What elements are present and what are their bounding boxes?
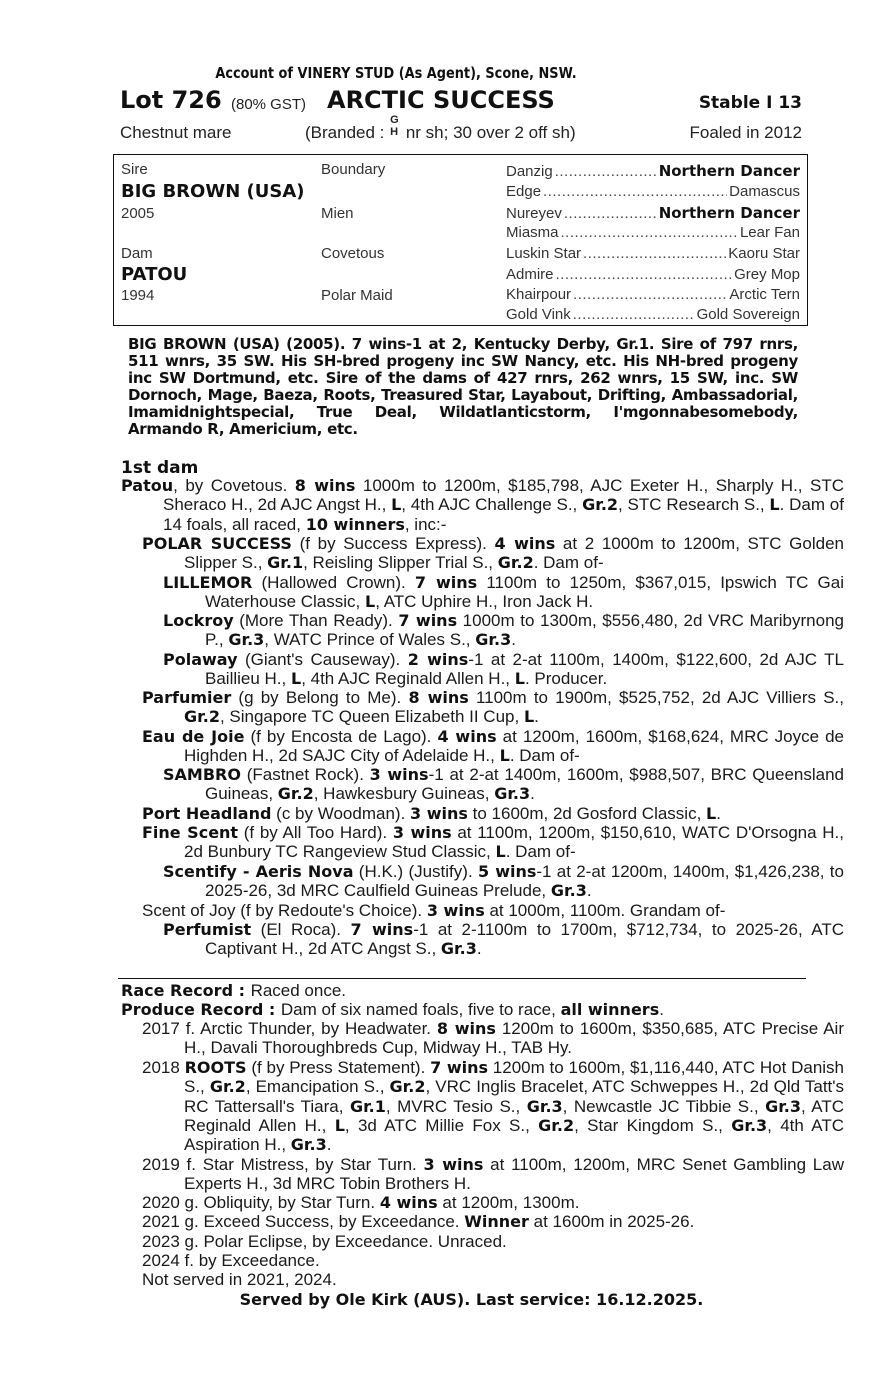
ancestor-row (506, 162, 800, 181)
produce-record-label: Produce Record : (121, 1000, 281, 1019)
progeny-entry: POLAR SUCCESS (f by Success Express). 4 wins at 2 1000m to 1200m, STC Golden Slipper S., Gr.1, Reisling Slipper Trial S., Gr.2. Dam of- (142, 534, 845, 573)
ancestor-right: Northern Dancer (658, 204, 800, 222)
leader-dots (556, 266, 733, 283)
grand-progeny-entry: SAMBRO (Fastnet Rock). 3 wins-1 at 2-at 1400m, 1600m, $988,507, BRC Queensland Guineas, Gr.2, Hawkesbury Guineas, Gr.3. (163, 765, 844, 804)
first-dam-heading: 1st dam (121, 458, 199, 478)
race-record-label: Race Record : (121, 981, 251, 1000)
ancestor-left: Gold Vink (506, 306, 571, 323)
progeny-entry: Eau de Joie (f by Encosta de Lago). 4 wins at 1200m, 1600m, $168,624, MRC Joyce de Highden H., 2d SAJC City of Adelaide H., L. Dam of- (142, 727, 845, 766)
horse-name-bold: Polaway (163, 650, 238, 669)
leader-dots (564, 205, 657, 222)
produce-entry: 2023 g. Polar Eclipse, by Exceedance. Unraced. (142, 1232, 507, 1251)
ancestor-row (506, 266, 800, 285)
dam-year: 1994 (121, 287, 155, 304)
ancestor-left: Edge (506, 183, 542, 200)
ancestor-right: Kaoru Star (728, 245, 800, 262)
produce-record (121, 1000, 802, 1019)
dam-sire: Covetous (321, 245, 385, 262)
horse-name: ARCTIC SUCCESS (327, 86, 555, 114)
produce-entry: 2017 f. Arctic Thunder, by Headwater. 8 wins 1200m to 1600m, $350,685, ATC Precise Air H., Davali Thoroughbreds Cup, Midway H., TAB Hy. (142, 1019, 844, 1058)
race-record (121, 981, 346, 1000)
progeny-entry: Scent of Joy (f by Redoute's Choice). 3 wins at 1000m, 1100m. Grandam of- (142, 901, 726, 920)
ancestor-right: Gold Sovereign (696, 306, 800, 323)
horse-name-bold: Fine Scent (142, 823, 239, 842)
horse-name-bold: Perfumist (163, 920, 252, 939)
grand-progeny-entry: Perfumist (El Roca). 7 wins-1 at 2-1100m to 1700m, $712,734, to 2025-26, ATC Captivant H., 2d ATC Angst S., Gr.3. (163, 920, 844, 959)
dam-label: Dam (121, 245, 153, 262)
horse-name-bold: POLAR SUCCESS (142, 534, 292, 553)
foaled-year: Foaled in 2012 (689, 123, 802, 142)
ancestor-right: Arctic Tern (729, 286, 800, 303)
ancestor-row (506, 183, 800, 202)
dam-entry: Patou, by Covetous. 8 wins 1000m to 1200m, $185,798, AJC Exeter H., Sharply H., STC Sheraco H., 2d AJC Angst H., L, 4th AJC Challenge S., Gr.2, STC Research S., L. Dam of 14 foals, all raced, 10 winners, inc:- (121, 476, 845, 534)
race-record-value: Raced once. (250, 981, 347, 1000)
dam-name: PATOU (121, 264, 188, 285)
ancestor-right: Northern Dancer (658, 162, 800, 180)
horse-name-bold: Eau de Joie (142, 727, 245, 746)
produce-entry: 2019 f. Star Mistress, by Star Turn. 3 wins at 1100m, 1200m, MRC Senet Gambling Law Experts H., 3d MRC Tobin Brothers H. (142, 1155, 844, 1194)
brand-prefix: (Branded : (305, 123, 390, 142)
progeny-entry: Fine Scent (f by All Too Hard). 3 wins at 1100m, 1200m, $150,610, WATC D'Orsogna H., 2d Bunbury TC Rangeview Stud Classic, L. Dam of- (142, 823, 845, 862)
ancestor-left: Luskin Star (506, 245, 582, 262)
leader-dots (583, 245, 726, 262)
sire-name: BIG BROWN (USA) (121, 181, 305, 202)
progeny-entry: Parfumier (g by Belong to Me). 8 wins 1100m to 1900m, $525,752, 2d AJC Villiers S., Gr.2, Singapore TC Queen Elizabeth II Cup, L. (142, 688, 844, 727)
gst-note: (80% GST) (231, 96, 307, 113)
lot-number: Lot 726 (120, 86, 222, 114)
ancestor-row (506, 245, 800, 264)
grand-progeny-entry: Lockroy (More Than Ready). 7 wins 1000m to 1300m, $556,480, 2d VRC Maribyrnong P., Gr.3, WATC Prince of Wales S., Gr.3. (163, 611, 844, 650)
grand-progeny-entry: LILLEMOR (Hallowed Crown). 7 wins 1100m to 1250m, $367,015, Ipswich TC Gai Waterhouse Classic, L, ATC Uphire H., Iron Jack H. (163, 573, 844, 612)
brand-suffix: nr sh; 30 over 2 off sh) (401, 123, 576, 142)
leader-dots (573, 286, 727, 303)
horse-name-bold: Patou (121, 476, 174, 495)
produce-entry: 2018 ROOTS (f by Press Statement). 7 wins 1200m to 1600m, $1,116,440, ATC Hot Danish S., Gr.2, Emancipation S., Gr.2, VRC Inglis Bracelet, ATC Schweppes H., 2d Qld Tatt's RC Tattersall's Tiara, Gr.1, MVRC Tesio S., Gr.3, Newcastle JC Tibbie S., Gr.3, ATC Reginald Allen H., L, 3d ATC Millie Fox S., Gr.2, Star Kingdom S., Gr.3, 4th ATC Aspiration H., Gr.3. (142, 1058, 845, 1155)
horse-name-bold: Port Headland (142, 804, 272, 823)
stable-number: Stable I 13 (698, 93, 802, 113)
produce-record-value: Dam of six named foals, five to race, all winners. (280, 1000, 664, 1019)
sire-summary: BIG BROWN (USA) (2005). 7 wins-1 at 2, Kentucky Derby, Gr.1. Sire of 797 rnrs, 511 wnrs, 35 SW. His SH-bred progeny inc SW Nancy, etc. His NH-bred progeny inc SW Dortmund, etc. Sire of the dams of 427 rnrs, 262 wnrs, 15 SW, inc. SW Dornoch, Mage, Baeza, Roots, Treasured Star, Layabout, Drifting, Ambassadorial, Imamidnightspecial, True Deal, Wildatlanticstorm, I'mgonnabesomebody, Armando R, Americium, etc. (128, 335, 798, 438)
service-note: Served by Ole Kirk (AUS). Last service: 16.12.2025. (239, 1290, 704, 1309)
produce-entry: 2021 g. Exceed Success, by Exceedance. Winner at 1600m in 2025-26. (142, 1212, 695, 1231)
produce-entry: 2024 f. by Exceedance. (142, 1251, 320, 1270)
horse-name-bold: Scentify - Aeris Nova (163, 862, 354, 881)
grand-progeny-entry: Scentify - Aeris Nova (H.K.) (Justify). 5 wins-1 at 2-at 1200m, 1400m, $1,426,238, to 2025-26, 3d MRC Caulfield Guineas Prelude, Gr.3. (163, 862, 844, 901)
brand-bottom: H (390, 126, 399, 138)
ancestor-left: Khairpour (506, 286, 572, 303)
ancestor-row (506, 224, 800, 243)
ancestor-right: Grey Mop (734, 266, 800, 283)
horse-name-bold: Lockroy (163, 611, 234, 630)
grand-progeny-entry: Polaway (Giant's Causeway). 2 wins-1 at 2-at 1100m, 1400m, $122,600, 2d AJC TL Baillieu H., L, 4th AJC Reginald Allen H., L. Producer. (163, 650, 844, 689)
sex-colour: Chestnut mare (120, 123, 232, 142)
horse-name-bold: SAMBRO (163, 765, 241, 784)
ancestor-left: Danzig (506, 163, 553, 180)
sire-sire: Boundary (321, 161, 386, 178)
sire-dam: Mien (321, 205, 354, 222)
leader-dots (561, 224, 738, 241)
produce-entry: Not served in 2021, 2024. (142, 1270, 337, 1289)
pedigree-table (113, 154, 808, 326)
section-divider (118, 978, 806, 979)
ancestor-left: Nureyev (506, 205, 562, 222)
brand-top: G (390, 114, 399, 126)
ancestor-row (506, 306, 800, 325)
vendor-account: Account of VINERY STUD (As Agent), Scone, NSW. (215, 64, 577, 82)
ancestor-right: Lear Fan (739, 224, 800, 241)
lot-line (120, 85, 802, 119)
leader-dots (543, 183, 727, 200)
horse-details (120, 114, 802, 147)
sire-label: Sire (121, 161, 148, 178)
leader-dots (555, 163, 657, 180)
horse-name-bold: LILLEMOR (163, 573, 253, 592)
dam-dam: Polar Maid (321, 287, 393, 304)
horse-name-bold: Parfumier (142, 688, 232, 707)
ancestor-right: Damascus (729, 183, 800, 200)
sire-year: 2005 (121, 205, 155, 222)
ancestor-row (506, 286, 800, 305)
ancestor-left: Admire (506, 266, 554, 283)
leader-dots (573, 306, 695, 323)
produce-entry: 2020 g. Obliquity, by Star Turn. 4 wins at 1200m, 1300m. (142, 1193, 580, 1212)
brand-mark-icon (389, 114, 401, 140)
brand-description (305, 114, 576, 143)
ancestor-left: Miasma (506, 224, 559, 241)
ancestor-row (506, 204, 800, 223)
progeny-entry: Port Headland (c by Woodman). 3 wins to 1600m, 2d Gosford Classic, L. (142, 804, 721, 823)
